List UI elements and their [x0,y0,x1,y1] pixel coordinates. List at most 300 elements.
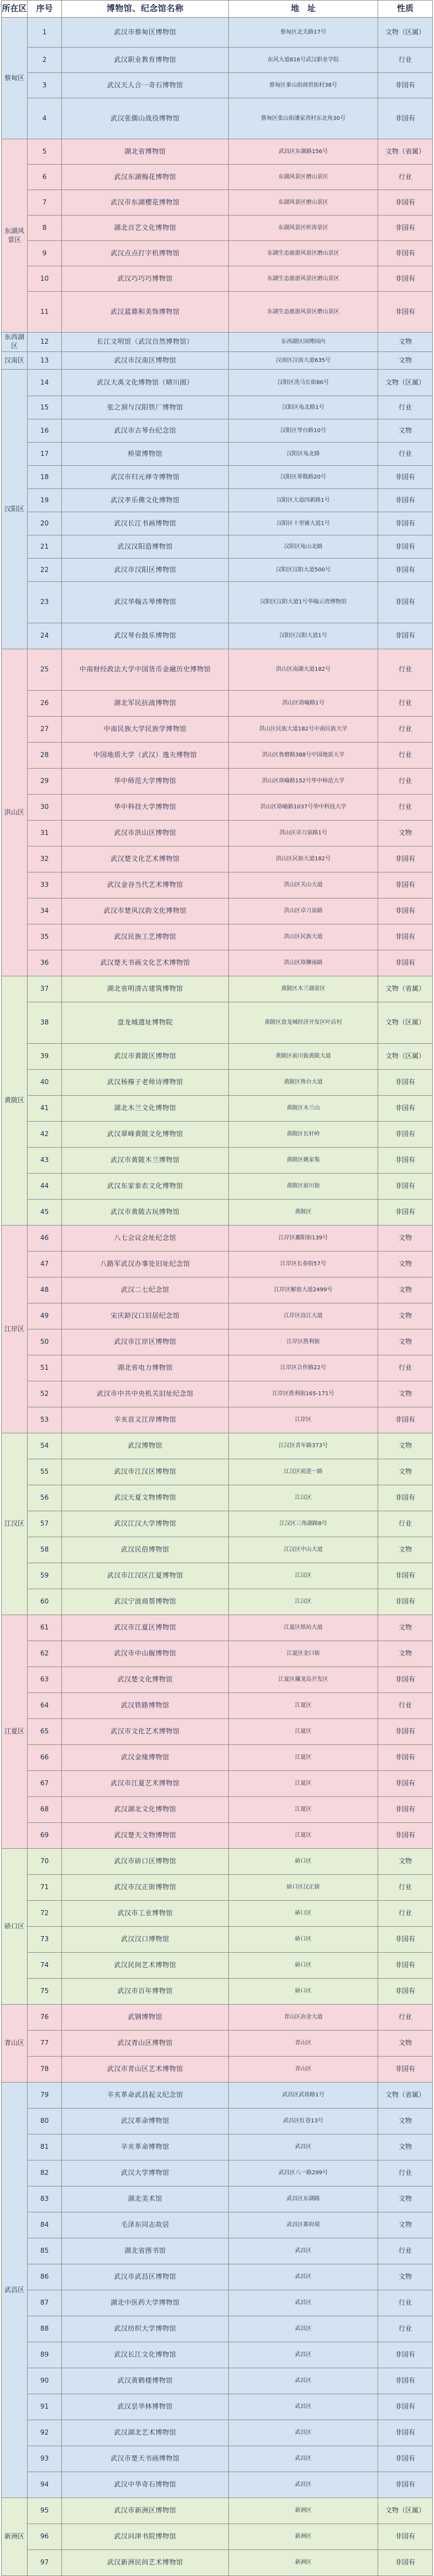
table-row [1,1044,433,1070]
museum-name: 武汉市楚天书画博物馆 [62,2446,229,2472]
row-number: 48 [28,1278,62,1303]
museum-nature: 行业 [378,2238,433,2264]
museum-nature: 非国有 [378,1407,433,1433]
table-row [1,872,433,898]
row-number: 10 [28,266,62,292]
museum-address: 黄陂区鲁台大道 [229,1070,378,1096]
museum-address: 东湖风景区磨山景区 [229,165,378,190]
museum-name: 武汉杨榛子老师诗博物馆 [62,1070,229,1096]
museum-address: 黄陂区前川街 [229,1174,378,1200]
museum-name: 武汉市东湖樱花博物馆 [62,190,229,215]
table-row [1,443,433,466]
row-number: 8 [28,215,62,241]
museum-name: 武汉市蔡甸区博物馆 [62,18,229,48]
row-number: 55 [28,1459,62,1485]
row-number: 60 [28,1589,62,1615]
museum-address: 汉阳区汉阳大道1号华翰云湾博物馆 [229,582,378,623]
museum-address: 硚口区 [229,1979,378,2005]
row-number: 16 [28,419,62,443]
museum-address: 武昌区东湖路156号 [229,139,378,165]
museum-nature: 行业 [378,1693,433,1719]
museum-name: 八七会议会址纪念馆 [62,1226,229,1252]
table-row [1,898,433,924]
museum-nature: 非国有 [378,1667,433,1693]
table-row [1,1511,433,1537]
row-number: 19 [28,489,62,512]
museum-address: 硚口区 [229,1927,378,1953]
museum-address: 汉阳区琴台路10号 [229,419,378,443]
row-number: 46 [28,1226,62,1252]
table-row [1,1927,433,1953]
museum-name: 武汉市楚风汉韵文化博物馆 [62,898,229,924]
museum-address: 武昌区 [229,2368,378,2394]
museum-name: 武汉市黄陂古玩博物馆 [62,1200,229,1226]
museum-name: 武汉黄鹤楼博物馆 [62,2368,229,2394]
museum-name: 武汉大学博物馆 [62,2160,229,2186]
museum-name: 长江文明馆（武汉自然博物馆） [62,333,229,352]
museum-name: 八路军武汉办事处旧址纪念馆 [62,1252,229,1278]
table-row [1,2186,433,2212]
table-row [1,1537,433,1563]
table-row [1,1667,433,1693]
table-row [1,2109,433,2135]
museum-nature: 文物 [378,1252,433,1278]
table-row [1,292,433,333]
header-nature: 性质 [378,0,433,18]
museum-name: 武汉市古琴台纪念馆 [62,419,229,443]
table-row [1,215,433,241]
museum-address: 洪山区珞狮南路 [229,950,378,976]
museum-nature: 非国有 [378,215,433,241]
row-number: 7 [28,190,62,215]
museum-nature: 文物（区属） [378,1002,433,1044]
museum-nature: 非国有 [378,1485,433,1511]
museum-address: 武昌区红巷13号 [229,2109,378,2135]
museum-address: 黄陂区前川街黄陂大道 [229,1044,378,1070]
museum-name: 武汉翠峰黄陂文化博物馆 [62,1122,229,1148]
district-cell: 黄陂区 [1,976,28,1226]
table-row [1,2316,433,2342]
row-number: 80 [28,2109,62,2135]
museum-address: 江汉区中山大道 [229,1537,378,1563]
museum-name: 湖北军民抗战博物馆 [62,691,229,717]
museum-nature: 非国有 [378,847,433,872]
museum-name: 武汉长江文化博物馆 [62,2342,229,2368]
row-number: 6 [28,165,62,190]
table-row [1,396,433,419]
table-row [1,1615,433,1641]
museum-name: 武汉点点打字机博物馆 [62,241,229,266]
museum-nature: 行业 [378,1875,433,1901]
row-number: 40 [28,1070,62,1096]
museum-nature: 文物 [378,1459,433,1485]
table-row [1,489,433,512]
museum-address: 黄陂区盘龙城经济开发区叶店村 [229,1002,378,1044]
row-number: 15 [28,396,62,419]
museum-name: 武汉天人合一奇石博物馆 [62,73,229,98]
table-row [1,1797,433,1823]
museum-nature: 非国有 [378,1200,433,1226]
district-cell: 东湖风景区 [1,139,28,333]
museum-name: 毛泽东同志故居 [62,2212,229,2238]
row-number: 50 [28,1329,62,1355]
table-row [1,190,433,215]
row-number: 13 [28,352,62,370]
table-row [1,559,433,582]
museum-nature: 行业 [378,48,433,73]
museum-address: 青山区 [229,2031,378,2057]
row-number: 83 [28,2186,62,2212]
table-row [1,370,433,396]
museum-nature: 文物 [378,1278,433,1303]
museum-name: 武汉市汉正街博物馆 [62,1875,229,1901]
museum-address: 江夏区纸坊大道 [229,1615,378,1641]
museum-nature: 行业 [378,2005,433,2031]
museum-address: 汉阳区汉阳大道1号 [229,623,378,649]
table-row [1,1200,433,1226]
museum-nature: 非国有 [378,950,433,976]
museum-address: 江夏区 [229,1693,378,1719]
museum-name: 武汉金缘博物馆 [62,1745,229,1771]
row-number: 63 [28,1667,62,1693]
museum-name: 武汉汉口博物馆 [62,1927,229,1953]
district-cell: 江夏区 [1,1615,28,1849]
museum-address: 江岸区解放大道2499号 [229,1278,378,1303]
museum-nature: 非国有 [378,266,433,292]
row-number: 1 [28,18,62,48]
table-row [1,2472,433,2498]
row-number: 59 [28,1563,62,1589]
table-row [1,139,433,165]
museum-nature: 文物 [378,2109,433,2135]
table-row [1,2083,433,2109]
row-number: 77 [28,2031,62,2057]
museum-nature: 非国有 [378,1070,433,1096]
museum-address: 硚口区 [229,1953,378,1979]
museum-address: 武昌区 [229,2135,378,2160]
museum-name: 宋庆龄汉口旧居纪念馆 [62,1303,229,1329]
row-number: 52 [28,1381,62,1407]
table-row [1,2446,433,2472]
museum-name: 武汉东湖梅花博物馆 [62,165,229,190]
row-number: 4 [28,98,62,139]
museum-name: 武汉长江书画博物馆 [62,512,229,535]
museum-address: 江岸区沿江大道 [229,1303,378,1329]
museum-name: 武汉东家泰农文化博物馆 [62,1174,229,1200]
museum-nature: 非国有 [378,1096,433,1122]
museum-address: 汉阳区大道四新路1号 [229,489,378,512]
museum-nature: 文物（省属） [378,2083,433,2109]
museum-name: 武汉楚天书画文化艺术博物馆 [62,950,229,976]
museum-name: 湖北木兰文化博物馆 [62,1096,229,1122]
row-number: 70 [28,1849,62,1875]
table-row [1,1485,433,1511]
row-number: 20 [28,512,62,535]
museum-name: 武汉铁路博物馆 [62,1693,229,1719]
row-number: 12 [28,333,62,352]
museum-name: 中国地质大学（武汉）逸夫博物馆 [62,743,229,769]
museum-nature: 文物 [378,821,433,847]
row-number: 66 [28,1745,62,1771]
table-row [1,2550,433,2576]
museum-address: 洪山区珞喻路152号华中师范大学 [229,769,378,795]
table-row [1,2135,433,2160]
museum-nature: 文物 [378,2264,433,2290]
museum-address: 武昌区都府堤 [229,2212,378,2238]
row-number: 47 [28,1252,62,1278]
museum-nature: 行业 [378,1355,433,1381]
museum-address: 东西湖区园博园内 [229,333,378,352]
museum-name: 武汉汉阳造博物馆 [62,535,229,559]
museum-name: 武钢博物馆 [62,2005,229,2031]
museum-address: 汉南区汉南大道635号 [229,352,378,370]
row-number: 39 [28,1044,62,1070]
museum-name: 华中科技大学博物馆 [62,795,229,821]
museum-nature: 非国有 [378,1953,433,1979]
row-number: 81 [28,2135,62,2160]
museum-nature: 非国有 [378,2550,433,2576]
museum-nature: 非国有 [378,898,433,924]
museum-address: 硚口区 [229,1901,378,1927]
museum-nature: 非国有 [378,2524,433,2550]
museum-name: 武汉市工业博物馆 [62,1901,229,1927]
museum-address: 汉阳区龟北路 [229,443,378,466]
row-number: 51 [28,1355,62,1381]
row-number: 42 [28,1122,62,1148]
table-row [1,1070,433,1096]
museum-address: 江汉区 [229,1589,378,1615]
district-cell: 洪山区 [1,649,28,976]
table-row [1,1278,433,1303]
museum-nature: 文物 [378,1329,433,1355]
table-row [1,1745,433,1771]
museum-nature: 文物（区属） [378,370,433,396]
row-number: 45 [28,1200,62,1226]
museum-nature: 行业 [378,165,433,190]
museum-nature: 非国有 [378,872,433,898]
museum-name: 桥梁博物馆 [62,443,229,466]
museum-address: 汉阳区汉阳大道500号 [229,559,378,582]
row-number: 14 [28,370,62,396]
museum-address: 江岸区胜利街165-171号 [229,1381,378,1407]
museum-nature: 非国有 [378,1719,433,1745]
district-cell: 汉阳区 [1,370,28,649]
museum-address: 武昌区 [229,2290,378,2316]
table-row [1,2498,433,2524]
museum-name: 武汉市江汉区博物馆 [62,1459,229,1485]
museum-name: 武汉青山区博物馆 [62,2031,229,2057]
museum-nature: 文物 [378,2186,433,2212]
museum-name: 武汉金谷当代艺术博物馆 [62,872,229,898]
museum-address: 武昌区东湖路 [229,2186,378,2212]
museum-nature: 非国有 [378,1589,433,1615]
table-row [1,2238,433,2264]
museum-name: 盘龙城遗址博物院 [62,1002,229,1044]
museum-address: 黄陂区木兰湖景区 [229,976,378,1002]
museum-name: 武汉市百年博物馆 [62,1979,229,2005]
museum-nature: 文物 [378,1849,433,1875]
museum-name: 武汉昙华林博物馆 [62,2394,229,2420]
museum-name: 湖北省明清古建筑博物馆 [62,976,229,1002]
museum-nature: 非国有 [378,535,433,559]
row-number: 43 [28,1148,62,1174]
museum-nature: 文物（区属） [378,18,433,48]
museum-nature: 文物 [378,1537,433,1563]
row-number: 41 [28,1096,62,1122]
museum-name: 华中师范大学博物馆 [62,769,229,795]
table-row [1,2160,433,2186]
table-row [1,1901,433,1927]
museum-nature: 非国有 [378,73,433,98]
museum-nature: 非国有 [378,623,433,649]
museum-address: 江夏区金口街 [229,1641,378,1667]
table-row [1,795,433,821]
table-row [1,924,433,950]
museum-name: 辛亥首义江岸博物馆 [62,1407,229,1433]
museum-address: 江夏区 [229,1771,378,1797]
museum-nature: 非国有 [378,924,433,950]
table-row [1,976,433,1002]
row-number: 26 [28,691,62,717]
header-address: 地 址 [229,0,378,18]
museum-nature: 行业 [378,2160,433,2186]
table-row [1,1122,433,1148]
row-number: 11 [28,292,62,333]
museum-address: 武昌区 [229,2446,378,2472]
museum-address: 蔡甸区张山街潘家湾村东北角30号 [229,98,378,139]
table-row [1,769,433,795]
museum-name: 湖北百艺文化博物馆 [62,215,229,241]
museum-name: 武汉市中山舰博物馆 [62,1641,229,1667]
row-number: 82 [28,2160,62,2186]
row-number: 33 [28,872,62,898]
museum-address: 洪山区关山大道 [229,872,378,898]
table-row [1,1771,433,1797]
museum-name: 武汉宁波商帮博物馆 [62,1589,229,1615]
museum-nature: 行业 [378,649,433,691]
museum-address: 青山区冶金大道 [229,2005,378,2031]
museum-name: 武汉巧巧巧博物馆 [62,266,229,292]
museum-name: 武汉职业教育博物馆 [62,48,229,73]
row-number: 3 [28,73,62,98]
museum-nature: 文物 [378,352,433,370]
table-row [1,1381,433,1407]
table-row [1,2212,433,2238]
museum-name: 武汉市洪山区博物馆 [62,821,229,847]
museum-nature: 非国有 [378,1563,433,1589]
museum-address: 洪山区民族大道182号 [229,847,378,872]
museum-nature: 非国有 [378,512,433,535]
museum-address: 江岸区 [229,1407,378,1433]
museum-name: 武汉市文化艺术博物馆 [62,1719,229,1745]
row-number: 72 [28,1901,62,1927]
museum-name: 武汉市汉阳区博物馆 [62,559,229,582]
museum-address: 洪山区卓刀泉路1号 [229,821,378,847]
museum-address: 江夏区藏龙岛开发区 [229,1667,378,1693]
district-cell: 汉南区 [1,352,28,370]
museum-name: 武汉市武昌区博物馆 [62,2264,229,2290]
table-row [1,1979,433,2005]
museum-address: 江汉区 [229,1485,378,1511]
museum-address: 黄陂区 [229,1200,378,1226]
table-row [1,1174,433,1200]
row-number: 35 [28,924,62,950]
museum-address: 江岸区鄱阳街139号 [229,1226,378,1252]
museum-address: 江岸区胜利街 [229,1329,378,1355]
row-number: 21 [28,535,62,559]
table-row [1,241,433,266]
table-row [1,1953,433,1979]
museum-nature: 行业 [378,2290,433,2316]
museum-address: 东湖风景区磨山景区 [229,190,378,215]
museum-name: 武汉楚天文物博物馆 [62,1823,229,1849]
table-row [1,821,433,847]
museum-name: 武汉市中共中央机关旧址纪念馆 [62,1381,229,1407]
museum-nature: 非国有 [378,1927,433,1953]
table-row [1,1096,433,1122]
district-cell: 东西湖区 [1,333,28,352]
museum-name: 武汉琴台鼓乐博物馆 [62,623,229,649]
museum-name: 武汉民间艺术博物馆 [62,1953,229,1979]
table-row [1,512,433,535]
museum-name: 武汉民族工艺博物馆 [62,924,229,950]
museum-name: 武汉天夏文物博物馆 [62,1485,229,1511]
museum-address: 东风大道816号武汉职业学院 [229,48,378,73]
museum-address: 武昌区 [229,2342,378,2368]
museum-name: 辛亥革命博物馆 [62,2135,229,2160]
museum-address: 黄陂区姚家集 [229,1148,378,1174]
museum-name: 武汉新洲民间艺术博物馆 [62,2550,229,2576]
table-row [1,691,433,717]
museum-address: 江汉区前进一路 [229,1459,378,1485]
museum-nature: 非国有 [378,1771,433,1797]
row-number: 38 [28,1002,62,1044]
row-number: 23 [28,582,62,623]
row-number: 53 [28,1407,62,1433]
table-row [1,582,433,623]
museum-address: 洪山区卓刀泉路 [229,898,378,924]
museum-name: 武汉问津书院博物馆 [62,2524,229,2550]
district-cell: 蔡甸区 [1,18,28,139]
museum-name: 武汉江汉大学博物馆 [62,1511,229,1537]
museum-nature: 行业 [378,2316,433,2342]
row-number: 79 [28,2083,62,2109]
museum-name: 武汉市江岸区博物馆 [62,1329,229,1355]
museum-name: 湖北省图书馆 [62,2238,229,2264]
museum-nature: 文物 [378,1615,433,1641]
museum-nature: 非国有 [378,2057,433,2083]
district-cell: 江汉区 [1,1433,28,1615]
row-number: 69 [28,1823,62,1849]
row-number: 76 [28,2005,62,2031]
museum-nature: 行业 [378,1511,433,1537]
museum-nature: 非国有 [378,241,433,266]
museum-address: 青山区 [229,2057,378,2083]
museum-nature: 行业 [378,717,433,743]
museum-name: 武汉湖北艺术博物馆 [62,2420,229,2446]
museum-nature: 文物（区属） [378,1044,433,1070]
museum-nature: 非国有 [378,2342,433,2368]
museum-address: 江汉区三角湖路8号 [229,1511,378,1537]
row-number: 27 [28,717,62,743]
table-row [1,1693,433,1719]
row-number: 84 [28,2212,62,2238]
museum-name: 武汉市青山区艺术博物馆 [62,2057,229,2083]
table-row [1,1329,433,1355]
row-number: 2 [28,48,62,73]
table-row [1,2005,433,2031]
museum-nature: 非国有 [378,582,433,623]
